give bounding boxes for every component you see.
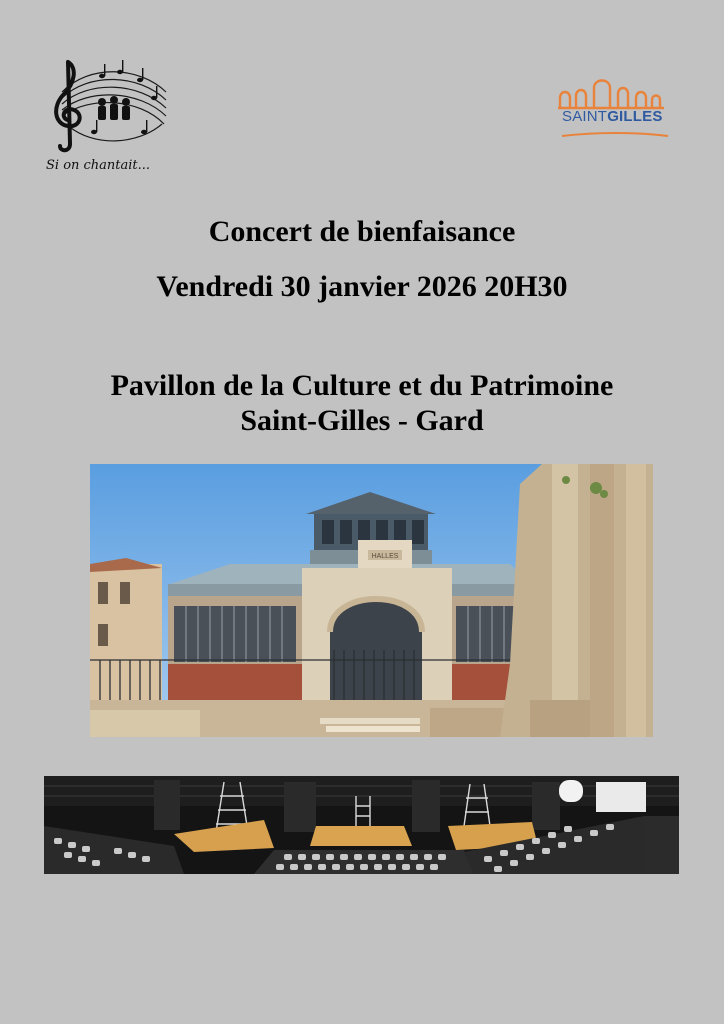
auditorium-photo [44,776,679,874]
city-name [562,108,663,125]
building-photo [90,464,653,737]
event-date: Vendredi 30 janvier 2026 20H30 [156,270,568,303]
swoosh-icon [556,130,672,140]
city-name-part1: SAINT [562,108,608,125]
venue-location: Saint-Gilles - Gard [240,404,484,437]
association-caption: Si on chantait... [46,158,151,173]
event-title: Concert de bienfaisance [208,215,516,248]
city-logo [556,78,672,142]
building-sign: HALLES [371,553,399,560]
arches-icon [556,78,672,110]
venue-name: Pavillon de la Culture et du Patrimoine [110,369,614,402]
city-name-part2: GILLES [607,108,663,125]
association-logo [44,54,170,176]
treble-clef-choir-icon [44,54,170,158]
